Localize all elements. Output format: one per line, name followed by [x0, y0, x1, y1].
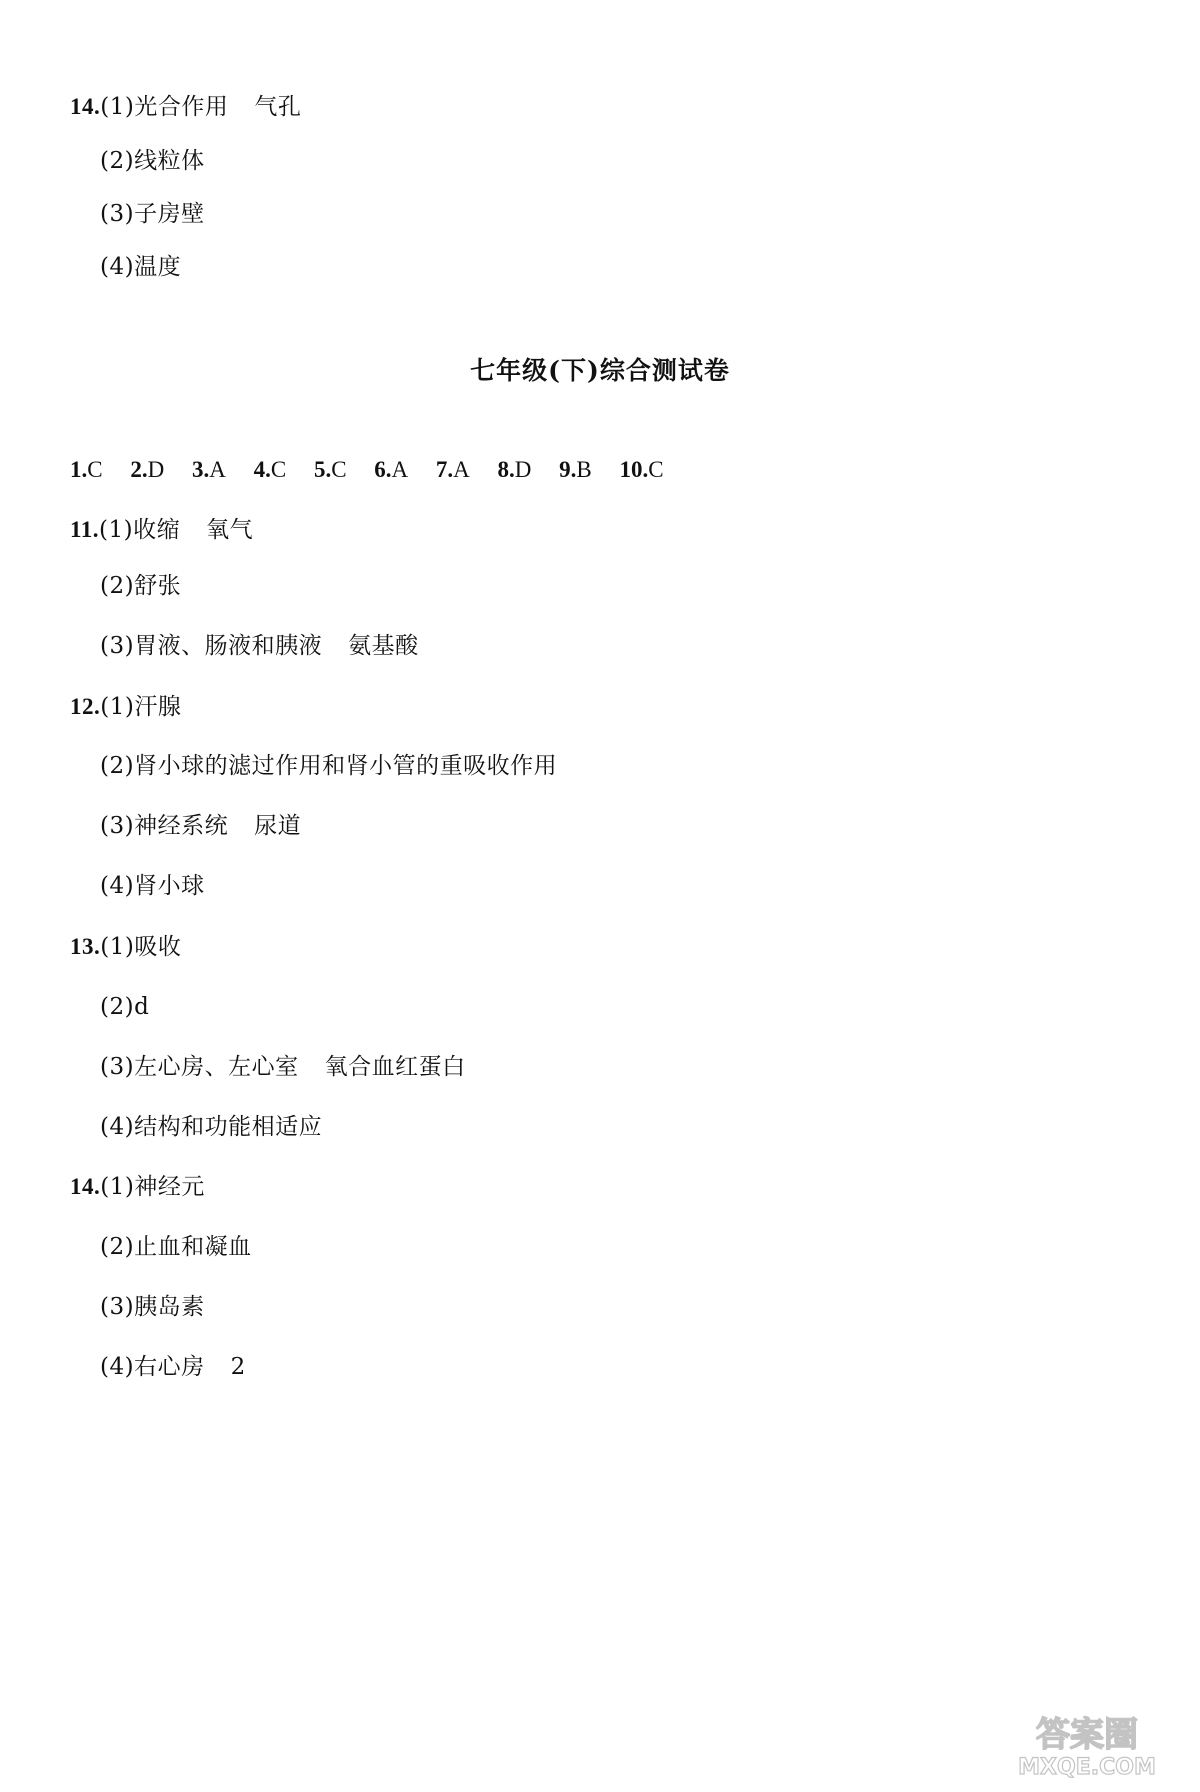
watermark-bottom-text: MXQE.COM — [1018, 1755, 1156, 1780]
sub-label: (1) — [100, 94, 135, 120]
mc-answer: 10.C — [619, 457, 664, 482]
mc-answer: 4.C — [253, 457, 287, 482]
sub-label: (1) — [98, 517, 134, 543]
question-number: 14. — [70, 1174, 101, 1199]
sub-label: (2) — [100, 1234, 135, 1260]
answer-text: 肾小球 — [134, 873, 205, 899]
q11-line-2 — [100, 571, 181, 601]
sub-label: (3) — [100, 813, 135, 839]
answer-text: 胰岛素 — [134, 1294, 205, 1320]
q12-line-3 — [100, 811, 301, 841]
answer-text: 右心房 — [134, 1354, 205, 1380]
sub-label: (1) — [100, 934, 135, 960]
question-number: 13. — [70, 934, 101, 959]
answer-text: d — [134, 994, 150, 1020]
sub-label: (4) — [100, 1354, 135, 1380]
answer-extra: 2 — [230, 1354, 246, 1380]
question-number: 12. — [70, 694, 101, 719]
q14-prev-line-1 — [70, 92, 301, 122]
answer-text: 吸收 — [134, 934, 182, 960]
sub-label: (4) — [100, 873, 135, 899]
answer-extra: 氨基酸 — [348, 633, 419, 659]
q14-line-4 — [100, 1352, 246, 1382]
q14-prev-line-3 — [100, 199, 205, 229]
q14-prev-line-4 — [100, 252, 181, 282]
q11-line-1 — [70, 515, 253, 545]
answer-extra: 氧合血红蛋白 — [324, 1054, 466, 1080]
watermark-top-text: 答案圈 — [1036, 1715, 1138, 1755]
answer-extra: 尿道 — [254, 813, 302, 839]
answer-text: 子房壁 — [134, 201, 205, 227]
mc-answer: 7.A — [435, 457, 470, 482]
q14-line-2 — [100, 1232, 252, 1262]
answer-text: 收缩 — [133, 517, 181, 543]
sub-label: (3) — [100, 1054, 135, 1080]
mc-answer: 9.B — [559, 457, 592, 482]
answer-text: 止血和凝血 — [134, 1234, 252, 1260]
answer-text: 肾小球的滤过作用和肾小管的重吸收作用 — [134, 753, 558, 779]
sub-label: (4) — [100, 1114, 135, 1140]
sub-label: (3) — [100, 633, 135, 659]
answer-text: 神经元 — [134, 1174, 205, 1200]
sub-label: (2) — [100, 753, 135, 779]
q12-line-4 — [100, 871, 205, 901]
answer-text: 舒张 — [134, 573, 182, 599]
answer-extra: 气孔 — [254, 94, 302, 120]
watermark-logo — [992, 1706, 1182, 1780]
sub-label: (3) — [100, 1294, 135, 1320]
mc-answer: 8.D — [497, 457, 532, 482]
sub-label: (1) — [100, 694, 135, 720]
mc-answer: 3.A — [191, 457, 226, 482]
answer-text: 结构和功能相适应 — [134, 1114, 323, 1140]
q11-line-3 — [100, 631, 419, 661]
mc-answer: 5.C — [313, 457, 347, 482]
answer-text: 左心房、左心室 — [134, 1054, 299, 1080]
sub-label: (2) — [100, 573, 135, 599]
section-title: 七年级(下)综合测试卷 — [470, 356, 730, 385]
sub-label: (4) — [100, 254, 135, 280]
mc-answer: 6.A — [374, 457, 409, 482]
question-number: 14. — [70, 94, 101, 119]
q12-line-1 — [70, 692, 181, 722]
sub-label: (1) — [100, 1174, 135, 1200]
answer-text: 线粒体 — [134, 148, 205, 174]
mc-answer: 2.D — [130, 457, 165, 482]
question-number: 11. — [70, 517, 99, 542]
answer-text: 温度 — [134, 254, 182, 280]
q13-line-1 — [70, 932, 181, 962]
q12-line-2 — [100, 751, 557, 781]
q14-line-3 — [100, 1292, 205, 1322]
sub-label: (3) — [100, 201, 135, 227]
answer-text: 汗腺 — [134, 694, 182, 720]
answer-text: 神经系统 — [134, 813, 229, 839]
q14-line-1 — [70, 1172, 205, 1202]
q13-line-2 — [100, 992, 149, 1022]
q13-line-3 — [100, 1052, 466, 1082]
answer-extra: 氧气 — [206, 517, 254, 543]
answer-text: 胃液、肠液和胰液 — [134, 633, 323, 659]
answer-text: 光合作用 — [134, 94, 229, 120]
q13-line-4 — [100, 1112, 322, 1142]
sub-label: (2) — [100, 994, 135, 1020]
multiple-choice-row — [70, 455, 686, 485]
sub-label: (2) — [100, 148, 135, 174]
mc-answer: 1.C — [70, 457, 103, 482]
q14-prev-line-2 — [100, 146, 205, 176]
